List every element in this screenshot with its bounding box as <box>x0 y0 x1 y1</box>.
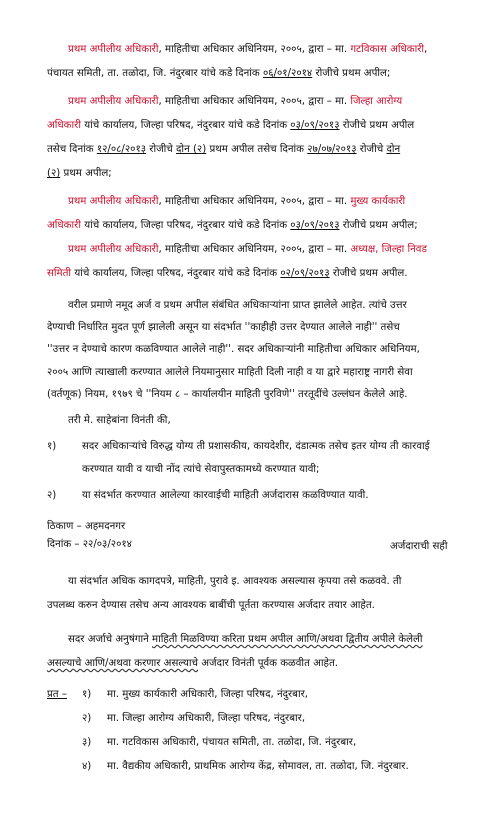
appeal-2-text-b: प्रथम अपील तसेच दिनांक <box>206 144 308 155</box>
request-2-line-1: या संदर्भात करण्यात आलेल्या कारवाईची माहिती अर्जदारास कळविण्यात यावी. <box>82 490 369 501</box>
request-2-num: २) <box>47 490 57 501</box>
appeal-2-text-a: रोजीचे <box>146 144 177 155</box>
appeal-3-date: ०३/०९/२०१३ <box>290 220 340 231</box>
request-intro: तरी मे. साहेबांना विनंती की, <box>68 415 171 426</box>
appeal-1-line-1 <box>68 43 427 57</box>
appeal-2-date-3: २७/०७/२०१३ <box>307 144 357 155</box>
appeal-2-count-2: दोन (२) <box>176 144 207 155</box>
para1-line-5: (वर्तणूक) नियम, १९७९ चे ''नियम ८ – कार्यालयीन माहिती पुरविणे'' तरतूदींचे उल्लंघन केलेले आहे. <box>47 389 408 400</box>
appeal-2-officer-cont: अधिकारी <box>47 120 81 131</box>
appeal-1-officer: गटविकास अधिकारी <box>350 44 425 55</box>
appeal-3-officer: मुख्य कार्यकारी <box>350 196 406 207</box>
appeal-3-line-2 <box>47 219 418 233</box>
para3-intro: सदर अर्जाचे अनुषंगाने <box>68 634 152 645</box>
appeal-1-office: पंचायत समिती, ता. तळोदा, जि. नंदुरबार यांचे कडे दिनांक <box>47 68 263 79</box>
place: ठिकाण – अहमदनगर <box>47 521 126 532</box>
appeal-2-line-2 <box>47 119 414 133</box>
request-1-line-2: करण्यात यावी व याची नोंद त्यांचे सेवापुस्तकामध्ये करण्यात यावी; <box>82 464 320 475</box>
appeal-4-tail: रोजीचे प्रथम अपील. <box>329 268 408 279</box>
appeal-2-officer: जिल्हा आरोग्य <box>350 96 403 107</box>
para3-highlight-1: माहिती मिळविण्या करिता प्रथम अपील आणि/अथवा द्वितीय अपीले केलेली <box>151 634 423 645</box>
appeal-4-line-2 <box>47 267 408 281</box>
appeal-2-text-c: रोजीचे <box>356 144 387 155</box>
appeal-2-also: तसेच दिनांक <box>47 144 97 155</box>
appeal-2-count-3: दोन <box>386 144 401 155</box>
appeal-2-tail: रोजीचे प्रथम अपील <box>339 120 415 131</box>
para3-highlight-2: असल्याचे आणि/अथवा करणार असल्याचे <box>47 658 199 669</box>
appeal-1-act: , माहितीचा अधिकार अधिनियम, २००५, द्वारा – मा. <box>158 44 351 55</box>
appeal-4-officer: अध्यक्ष, जिल्हा निवड <box>350 244 427 255</box>
copy-1-text: मा. मुख्य कार्यकारी अधिकारी, जिल्हा परिषद, नंदुरबार, <box>107 689 309 700</box>
appeal-4-act: , माहितीचा अधिकार अधिनियम, २००५, द्वारा – मा. <box>158 244 351 255</box>
appeal-4-authority: प्रथम अपीलीय अधिकारी <box>68 244 159 255</box>
appeal-1-punct: , <box>424 44 428 55</box>
appeal-2-count-3b: (२) <box>47 168 61 179</box>
appeal-1-authority: प्रथम अपीलीय अधिकारी <box>68 44 159 55</box>
copy-4-text: मा. वैद्यकीय अधिकारी, प्राथमिक आरोग्य केंद्र, सोमावल, ता. तळोदा, जि. नंदुरबार. <box>107 761 409 772</box>
date: दिनांक – २२/०३/२०१४ <box>47 539 132 550</box>
copy-3-num: ३) <box>82 737 92 748</box>
para3-tail: अर्जदार विनंती पूर्वक कळवीत आहेत. <box>198 658 338 669</box>
appeal-2-line-1 <box>68 95 402 109</box>
appeal-4-line-1 <box>68 243 427 257</box>
copy-3-text: मा. गटविकास अधिकारी, पंचायत समिती, ता. तळोदा, जि. नंदुरबार, <box>107 737 357 748</box>
copy-2-num: २) <box>82 713 92 724</box>
appeal-3-officer-cont: अधिकारी <box>47 220 81 231</box>
appeal-3-tail: रोजीचे प्रथम अपील; <box>339 220 418 231</box>
appeal-3-act: , माहितीचा अधिकार अधिनियम, २००५, द्वारा – मा. <box>158 196 351 207</box>
para2-line-1: या संदर्भात अधिक कागदपत्रे, माहिती, पुरावे इ. आवश्यक असल्यास कृपया तसे कळववे. ती <box>68 576 402 587</box>
appeal-3-line-1 <box>68 195 405 209</box>
appeal-2-line-4 <box>47 167 112 181</box>
para3-line-1 <box>68 633 423 647</box>
signature: अर्जदाराची सही <box>390 541 448 552</box>
appeal-1-tail: रोजीचे प्रथम अपील; <box>312 68 391 79</box>
appeal-2-date-2: १२/०८/२०१३ <box>96 144 147 155</box>
appeal-3-office: यांचे कार्यालय, जिल्हा परिषद, नंदुरबार यांचे कडे दिनांक <box>80 220 291 231</box>
copy-4-num: ४) <box>82 761 92 772</box>
appeal-2-act: , माहितीचा अधिकार अधिनियम, २००५, द्वारा – मा. <box>158 96 351 107</box>
appeal-1-date: ०६/०१/२०१४ <box>262 68 313 79</box>
request-1-line-1: सदर अधिकाऱ्यांचे विरुद्ध योग्य ती प्रशासकीय, कायदेशीर, दंडात्मक तसेच इतर योग्य ती कारवाई <box>82 441 430 452</box>
para2-line-2: उपलब्ध करुन देण्यास तसेच अन्य आवश्यक बाबींची पूर्तता करण्यास अर्जदार तयार आहेत. <box>47 600 375 611</box>
appeal-2-tail-2: प्रथम अपील; <box>60 168 112 179</box>
appeal-2-authority: प्रथम अपीलीय अधिकारी <box>68 96 159 107</box>
para1-line-3: ''उत्तर न देण्याचे कारण कळविण्यात आलेले नाही''. सदर अधिकाऱ्यांनी माहितीचा अधिकार अधिनियम, <box>47 344 420 355</box>
para1-line-4: २००५ आणि त्याखाली करण्यात आलेले नियमानुसार माहिती दिली नाही व या द्वारे महाराष्ट्र नागरी सेवा <box>47 367 413 378</box>
copy-1-num: १) <box>82 689 92 700</box>
appeal-1-line-2 <box>47 67 390 81</box>
para1-line-1: वरील प्रमाणे नमूद अर्ज व प्रथम अपील संबंधित अधिकाऱ्यांना प्राप्त झालेले आहेत. त्यांचे उत्तर <box>68 300 407 311</box>
request-1-num: १) <box>47 441 57 452</box>
copy-label: प्रत – <box>47 689 67 700</box>
appeal-4-date: ०२/०९/२०१३ <box>280 268 330 279</box>
copy-2-text: मा. जिल्हा आरोग्य अधिकारी, जिल्हा परिषद, नंदुरबार, <box>107 713 306 724</box>
appeal-4-officer-cont: समिती <box>47 268 72 279</box>
appeal-2-date: ०३/०९/२०१३ <box>290 120 340 131</box>
appeal-2-office: यांचे कार्यालय, जिल्हा परिषद, नंदुरबार यांचे कडे दिनांक <box>80 120 291 131</box>
appeal-4-office: यांचे कार्यालय, जिल्हा परिषद, नंदुरबार यांचे कडे दिनांक <box>71 268 281 279</box>
para3-line-2 <box>47 657 338 671</box>
appeal-3-authority: प्रथम अपीलीय अधिकारी <box>68 196 159 207</box>
appeal-2-line-3 <box>47 143 400 157</box>
para1-line-2: देण्याची निर्धारित मुदत पूर्ण झालेली असून या संदर्भात ''काहीही उत्तर देण्यात आलेले नाही'' तसेच <box>47 322 400 333</box>
